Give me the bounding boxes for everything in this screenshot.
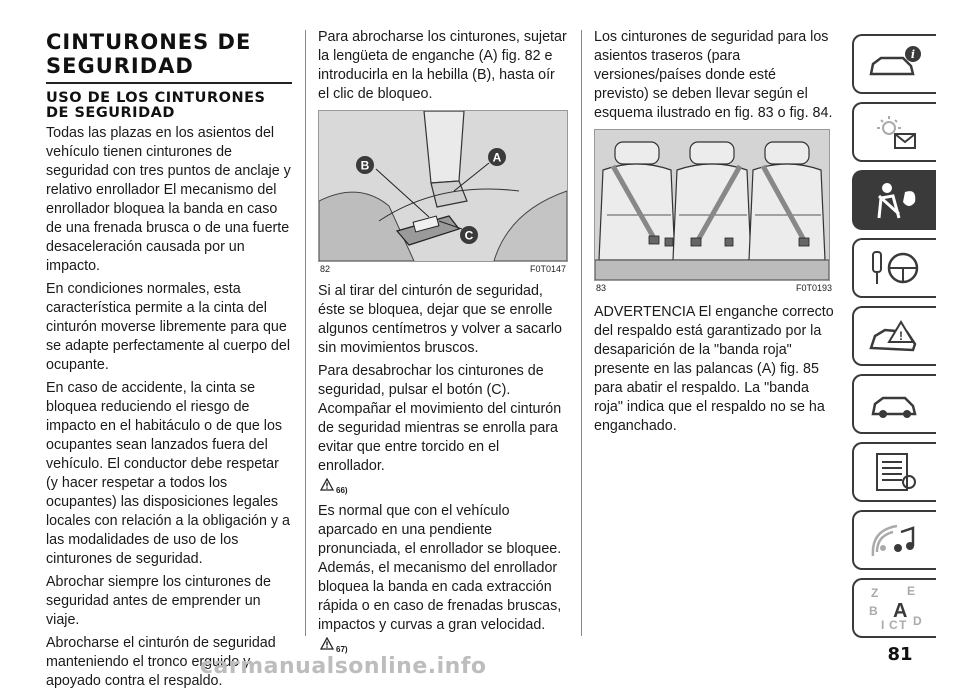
paragraph: Abrocharse el cinturón de seguridad manteniendo el tronco erguido y apoyado contra el respaldo. <box>46 635 276 689</box>
seatbelt-airbag-icon <box>865 178 925 222</box>
tab-maintenance[interactable] <box>852 374 936 434</box>
specs-list-icon <box>865 450 925 494</box>
car-info-icon <box>865 44 925 84</box>
tab-index[interactable] <box>852 578 936 638</box>
figure-number: 83 <box>596 283 607 293</box>
key-steering-icon <box>865 248 925 288</box>
warning-lights-icon <box>865 112 925 152</box>
paragraph: ADVERTENCIA El enganche correcto del respaldo está garantizado por la desaparición de la "banda roja" presente en las palancas (A) fig. 85 para abatir el respaldo. La "banda roja" indica que el respaldo no se ha enganchado. <box>594 304 834 434</box>
tab-multimedia[interactable] <box>852 510 936 570</box>
section-heading: USO DE LOS CINTURONES DE SEGURIDAD <box>46 90 266 121</box>
figure-caption <box>596 283 832 293</box>
tab-key-start[interactable] <box>852 238 936 298</box>
svg-text:I: I <box>881 618 885 632</box>
paragraph: Es normal que con el vehículo aparcado en una pendiente pronunciada, el enrollador se bloquee. Además, el mecanismo del enrollador bloquea la banda en cada extracción rápida o en caso de frenadas bruscas, impactos y curvas a gran velocidad. <box>318 503 562 633</box>
warning-ref-number: 66) <box>336 486 348 495</box>
warning-reference <box>320 478 568 496</box>
warning-ref-number: 67) <box>336 645 348 654</box>
paragraph: Para desabrochar los cinturones de seguridad, pulsar el botón (C). Acompañar el movimiento del cinturón de seguridad mientras se enrolla para evitar que entre torcido en el enrollador. <box>318 363 562 474</box>
paragraph: Todas las plazas en los asientos del vehículo tienen cinturones de seguridad con tres puntos de anclaje y relativo enrollador El mecanismo del enrollador bloquea la banda en caso de una frenada brusca o de una fuerte desaceleración causada por un impacto. <box>46 125 291 274</box>
emergency-icon <box>865 316 925 356</box>
svg-text:D: D <box>913 614 922 628</box>
tab-emergency[interactable] <box>852 306 936 366</box>
callout-a: A <box>492 150 502 165</box>
paragraph: Los cinturones de seguridad para los asientos traseros (para versiones/países donde esté previsto) se deben llevar según el esquema ilustrado en fig. 83 o fig. 84. <box>594 29 833 121</box>
paragraph: Si al tirar del cinturón de seguridad, éste se bloquea, dejar que se enrolle algunos centímetros y volver a sacarlo sin movimientos bruscos. <box>318 283 562 356</box>
svg-text:Z: Z <box>871 586 879 600</box>
figure-caption <box>320 264 566 274</box>
tab-specs[interactable] <box>852 442 936 502</box>
page-title: CINTURONES DE SEGURIDAD <box>46 30 252 78</box>
svg-text:E: E <box>907 584 916 598</box>
warning-reference <box>320 637 568 655</box>
column-2 <box>318 28 568 661</box>
car-maintenance-icon <box>865 384 925 424</box>
svg-text:C: C <box>889 618 898 632</box>
warning-triangle-icon <box>320 637 334 650</box>
figure-number: 82 <box>320 264 331 274</box>
column-divider <box>305 30 306 636</box>
rear-seatbelts-illustration <box>595 130 829 280</box>
figure-83 <box>594 129 830 281</box>
tab-warning-lights[interactable] <box>852 102 936 162</box>
title-rule <box>46 82 292 84</box>
paragraph: Abrochar siempre los cinturones de seguridad antes de emprender un viaje. <box>46 574 271 628</box>
paragraph: En condiciones normales, esta característica permite a la cinta del cinturón moverse libremente para que se adapte perfectamente al cuerpo del ocupante. <box>46 281 291 373</box>
tab-car-info[interactable] <box>852 34 936 94</box>
seatbelt-buckle-illustration <box>319 111 567 261</box>
svg-text:A: A <box>893 600 908 622</box>
watermark: carmanualsonline.info <box>200 654 487 679</box>
page-number: 81 <box>887 644 913 665</box>
figure-code: F0T0193 <box>795 283 832 293</box>
svg-text:i: i <box>910 48 916 61</box>
column-3 <box>594 28 834 440</box>
paragraph: Para abrocharse los cinturones, sujetar la lengüeta de enganche (A) fig. 82 e introducirla en la hebilla (B), hasta oír el clic de bloqueo. <box>318 29 567 102</box>
multimedia-icon <box>865 518 925 562</box>
index-icon <box>863 583 927 633</box>
column-1 <box>46 30 292 695</box>
svg-text:T: T <box>899 618 907 632</box>
figure-code: F0T0147 <box>529 264 566 274</box>
callout-c: C <box>464 228 474 243</box>
svg-text:B: B <box>869 604 878 618</box>
paragraph: En caso de accidente, la cinta se bloquea reduciendo el riesgo de impacto en el habitáculo o de que los ocupantes sean lanzados fuera del vehículo. El conductor debe respetar (y hacer respetar a todos los ocupantes) las disposiciones legales locales con relación a la obligación y a las modalidades de uso de los cinturones de seguridad. <box>46 380 290 567</box>
column-divider <box>581 30 582 636</box>
figure-82 <box>318 110 568 262</box>
callout-b: B <box>360 158 370 173</box>
svg-text:!: ! <box>899 329 903 343</box>
tab-safety[interactable] <box>852 170 936 230</box>
warning-triangle-icon <box>320 478 334 491</box>
